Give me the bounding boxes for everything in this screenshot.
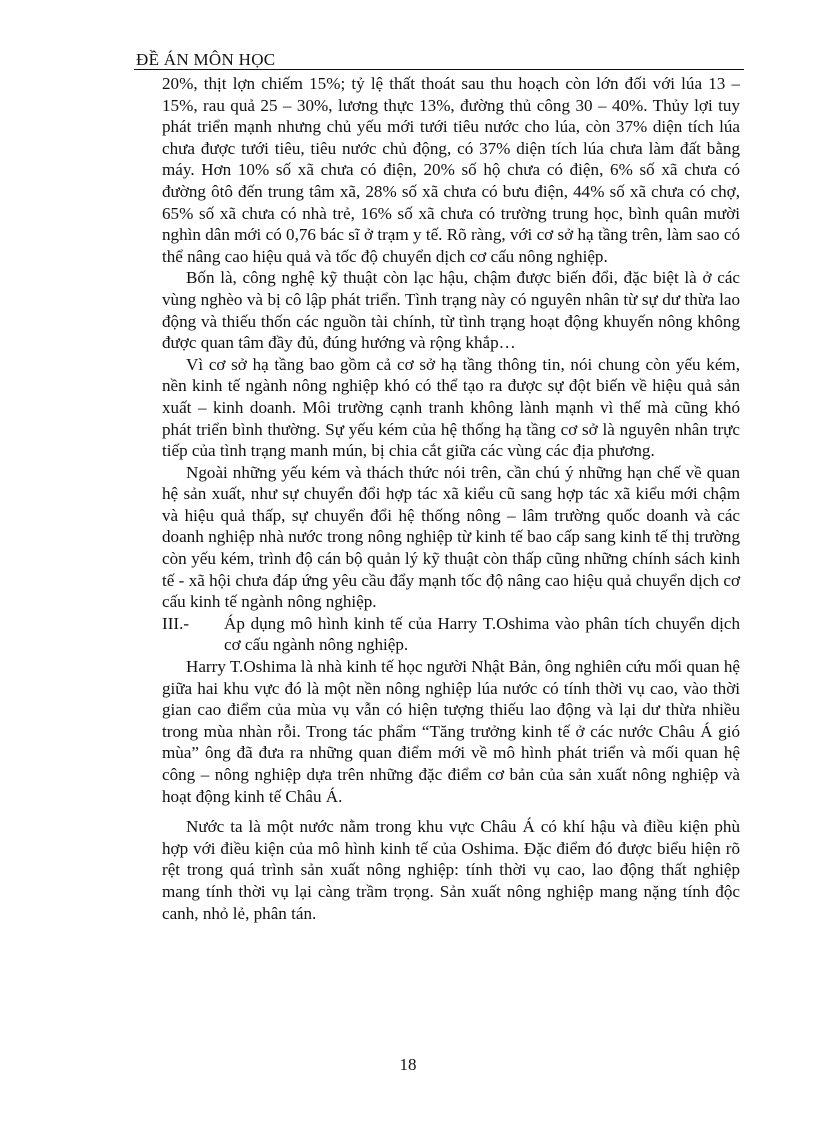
paragraph-continuation: 20%, thịt lợn chiếm 15%; tỷ lệ thất thoát sau thu hoạch còn lớn đối với lúa 13 – 15%, rau quả 25 – 30%, lương thực 13%, đường thủ công 30 – 40%. Thủy lợi tuy phát triển mạnh nhưng chủ yếu mới tưới tiêu nước cho lúa, còn 37% diện tích lúa chưa được tưới tiêu, tiêu nước chủ động, có 37% diện tích lúa chưa làm đất bằng máy. Hơn 10% số xã chưa có điện, 20% số hộ chưa có điện, 6% số xã chưa có đường ôtô đến trung tâm xã, 28% số xã chưa có bưu điện, 44% số xã chưa có chợ, 65% số xã chưa có nhà trẻ, 16% số xã chưa có trường trung học, bình quân mười nghìn dân mới có 0,76 bác sĩ ở trạm y tế. Rõ ràng, với cơ sở hạ tầng trên, làm sao có thể nâng cao hiệu quả và tốc độ chuyển dịch cơ cấu nông nghiệp.	[162, 74, 740, 266]
paragraph-harry-oshima: Harry T.Oshima là nhà kinh tế học người Nhật Bản, ông nghiên cứu mối quan hệ giữa hai khu vực đó là một nền nông nghiệp lúa nước có tính thời vụ cao, vào thời gian cao điểm của mùa vụ vẫn có hiện tượng thiếu lao động và lại dư thừa nhiều trong mùa nhàn rỗi. Trong tác phẩm “Tăng trưởng kinh tế ở các nước Châu Á gió mùa” ông đã đưa ra những quan điểm mới về mô hình phát triển và mối quan hệ công – nông nghiệp dựa trên những đặc điểm cơ bản của sản xuất nông nghiệp và hoạt động kinh tế Châu Á.	[162, 657, 740, 806]
paragraph-co-so-ha-tang: Vì cơ sở hạ tầng bao gồm cả cơ sở hạ tầng thông tin, nói chung còn yếu kém, nền kinh tế ngành nông nghiệp khó có thể tạo ra được sự đột biến về hiệu quả sản xuất – kinh doanh. Môi trường cạnh tranh không lành mạnh vì thế mà cũng khó phát triển bình thường. Sự yếu kém của hệ thống hạ tầng cơ sở là nguyên nhân trực tiếp của tình trạng manh mún, bị chia cắt giữa các vùng các địa phương.	[162, 354, 740, 461]
body-text	[162, 73, 740, 924]
header-rule	[134, 69, 744, 70]
section-title: Áp dụng mô hình kinh tế của Harry T.Oshima vào phân tích chuyển dịch cơ cấu ngành nông nghiệp.	[224, 613, 740, 655]
page-header: ĐỀ ÁN MÔN HỌC	[136, 50, 276, 69]
paragraph-nuoc-ta: Nước ta là một nước nằm trong khu vực Châu Á có khí hậu và điều kiện phù hợp với điều kiện của mô hình kinh tế của Oshima. Đặc điểm đó được biểu hiện rõ rệt trong quá trình sản xuất nông nghiệp: tính thời vụ cao, lao động thất nghiệp mang tính thời vụ lại càng trầm trọng. Sản xuất nông nghiệp mang nặng tính độc canh, nhỏ lẻ, phân tán.	[162, 817, 740, 923]
section-number: III.-	[162, 613, 190, 633]
page-number: 18	[399, 1055, 417, 1074]
section-heading	[162, 613, 740, 656]
paragraph-bon-la: Bốn là, công nghệ kỹ thuật còn lạc hậu, chậm được biến đổi, đặc biệt là ở các vùng nghèo và bị cô lập phát triển. Tình trạng này có nguyên nhân từ sự dư thừa lao động và thiếu thốn các nguồn tài chính, từ tình trạng hoạt động khuyến nông không được quan tâm đầy đủ, đúng hướng và rộng khắp…	[162, 268, 740, 353]
paragraph-quan-he-san-xuat: Ngoài những yếu kém và thách thức nói trên, cần chú ý những hạn chế về quan hệ sản xuất, như sự chuyển đổi hợp tác xã kiểu cũ sang hợp tác xã kiểu mới chậm và hiệu quả thấp, sự chuyển đổi hệ thống nông – lâm trường quốc doanh và các doanh nghiệp nhà nước trong nông nghiệp từ kinh tế bao cấp sang kinh tế thị trường còn yếu kém, trình độ cán bộ quản lý kỹ thuật còn thấp cũng những chính sách kinh tế - xã hội chưa đáp ứng yêu cầu đẩy mạnh tốc độ nâng cao hiệu quả chuyển dịch cơ cấu kinh tế ngành nông nghiệp.	[162, 462, 740, 612]
